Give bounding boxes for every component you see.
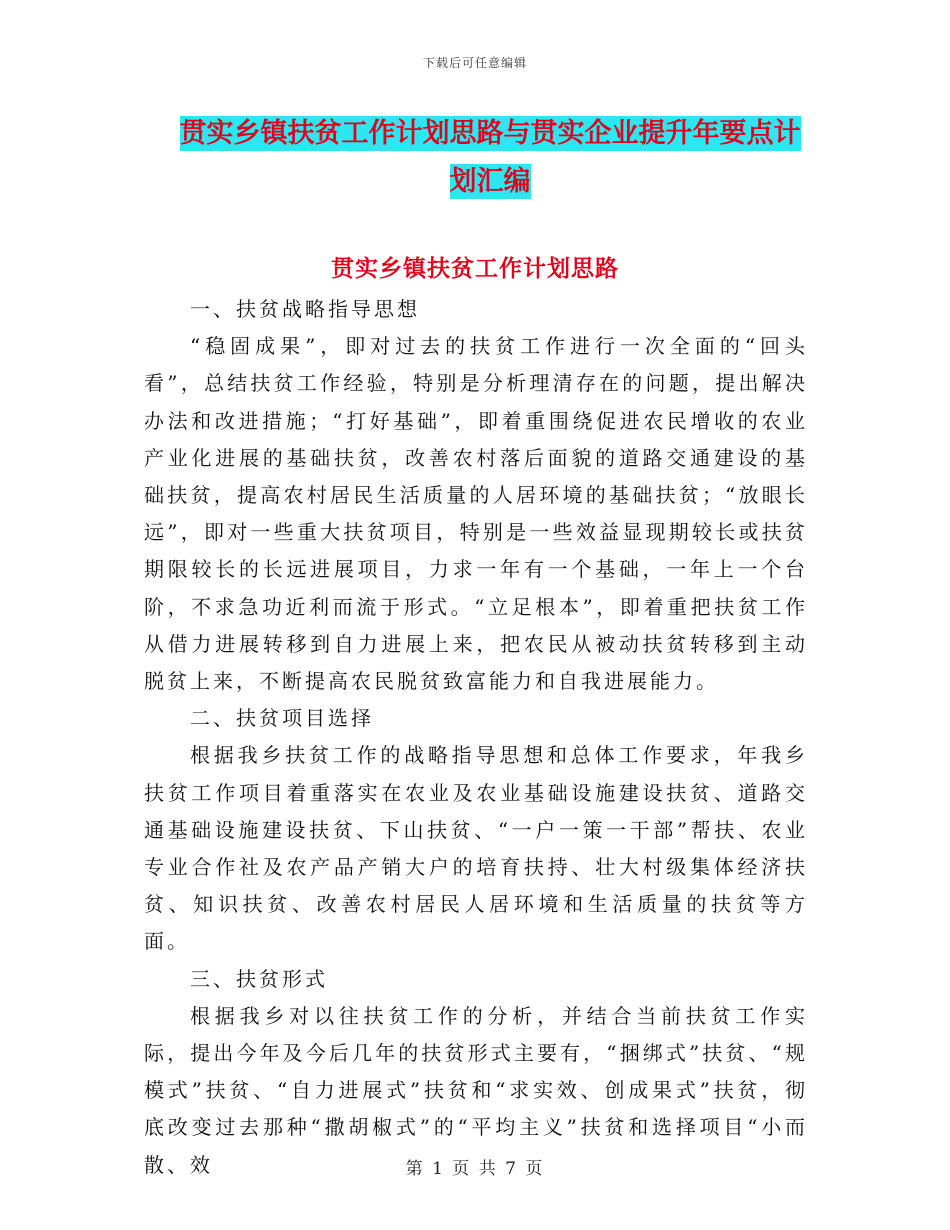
heading-poverty-forms: 三、扶贫形式	[190, 966, 328, 991]
page-footer: 第 1 页 共 7 页	[405, 1159, 545, 1179]
document-title	[170, 110, 810, 206]
section-title: 贯实乡镇扶贫工作计划思路	[331, 255, 619, 282]
heading-strategy: 一、扶贫战略指导思想	[190, 297, 420, 321]
paragraph-poverty-forms: 根据我乡对以往扶贫工作的分析，并结合当前扶贫工作实际，提出今年及今后几年的扶贫形式主要有，“捆绑式”扶贫、“规模式”扶贫、“自力进展式”扶贫和“求实效、创成果式”扶贫，彻底改变过去那种“撒胡椒式”的“平均主义”扶贫和选择项目“小而散、效	[144, 1003, 808, 1177]
document-title-line-1: 贯实乡镇扶贫工作计划思路与贯实企业提升年要点计	[179, 118, 801, 149]
heading-project-selection: 二、扶贫项目选择	[190, 706, 374, 731]
document-title-line-2: 划汇编	[449, 166, 531, 197]
document-body	[144, 291, 808, 1184]
paragraph-strategy: “稳固成果”，即对过去的扶贫工作进行一次全面的“回头看”，总结扶贫工作经验，特别是分析理清存在的问题，提出解决办法和改进措施；“打好基础”，即着重围绕促进农民增收的农业产业化进展的基础扶贫，改善农村落后面貌的道路交通建设的基础扶贫，提高农村居民生活质量的人居环境的基础扶贫；“放眼长远”，即对一些重大扶贫项目，特别是一些效益显现期较长或扶贫期限较长的长远进展项目，力求一年有一个基础，一年上一个台阶，不求急功近利而流于形式。“立足根本”，即着重把扶贫工作从借力进展转移到自力进展上来，把农民从被动扶贫转移到主动脱贫上来，不断提高农民脱贫致富能力和自我进展能力。	[144, 334, 808, 694]
header-note: 下载后可任意编辑	[422, 56, 527, 70]
paragraph-project-selection: 根据我乡扶贫工作的战略指导思想和总体工作要求，年我乡扶贫工作项目着重落实在农业及农业基础设施建设扶贫、道路交通基础设施建设扶贫、下山扶贫、“一户一策一干部”帮扶、农业专业合作社及农产品产销大户的培育扶持、壮大村级集体经济扶贫、知识扶贫、改善农村居民人居环境和生活质量的扶贫等方面。	[144, 743, 808, 954]
